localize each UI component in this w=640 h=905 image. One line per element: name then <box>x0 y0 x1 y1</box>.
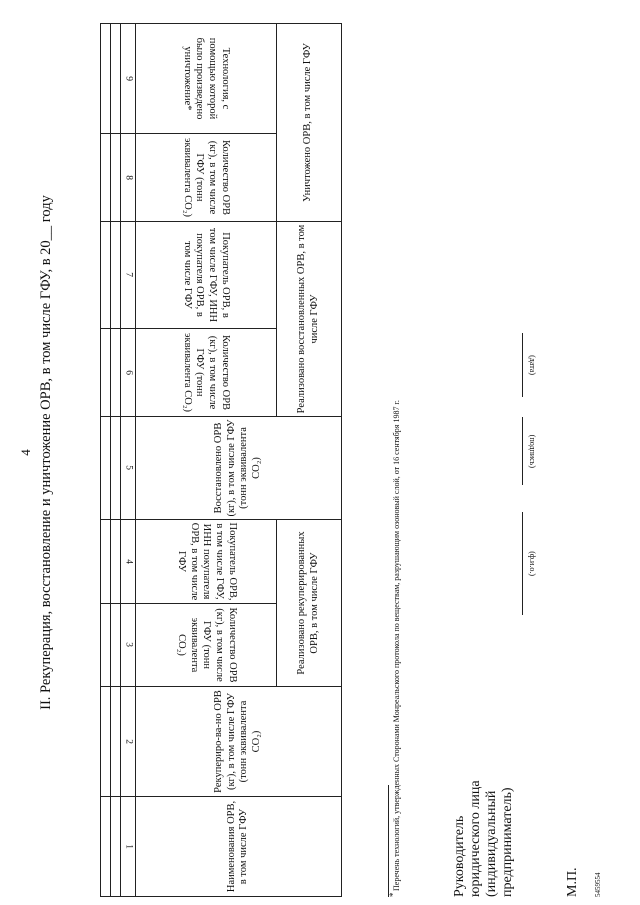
table-empty-row <box>111 24 121 897</box>
table-cell <box>111 24 121 134</box>
col-number-8: 8 <box>121 134 135 222</box>
table-cell <box>111 134 121 222</box>
col-number-2: 2 <box>121 687 135 797</box>
table-cell <box>101 222 111 329</box>
stamp-place: М.П. <box>565 867 580 897</box>
header-buyer-restored: Покупатель ОРВ, в том числе ГФУ, ИНН покупателя ОРВ, в том числе ГФУ <box>135 222 276 329</box>
recuperation-table <box>100 23 342 897</box>
footnote-separator <box>388 785 389 897</box>
table-cell <box>101 134 111 222</box>
header-group-destroyed: Уничтожено ОРВ, в том числе ГФУ <box>276 24 341 222</box>
table-cell <box>111 687 121 797</box>
col-number-1: 1 <box>121 797 135 897</box>
table-cell <box>101 417 111 520</box>
date-line <box>522 333 523 397</box>
header-buyer-recuperated: Покупатель ОРВ, в том числе ГФУ, ИНН покупателя ОРВ, в том числе ГФУ <box>135 520 276 604</box>
col-number-6: 6 <box>121 329 135 417</box>
header-technology: Технология, с помощью которой было произведено уничтожение* <box>135 24 276 134</box>
header-quantity-destroyed: Количество ОРВ (кг), в том числе ГФУ (тонн эквивалента СО₂) <box>135 134 276 222</box>
footnote-mark: * <box>388 892 398 897</box>
document-code: 5459554 <box>594 872 602 897</box>
table-cell <box>111 417 121 520</box>
header-recuperated: Рекупериро-ва-но ОРВ (кг), в том числе ГФУ (тонн эквивалента СО₂) <box>135 687 341 797</box>
fio-line <box>522 512 523 615</box>
signatory-line: предприниматель) <box>500 787 516 897</box>
table-cell <box>101 687 111 797</box>
table-cell <box>101 24 111 134</box>
column-number-row <box>121 24 135 897</box>
section-title: II. Рекуперация, восстановление и уничтожение ОРВ, в том числе ГФУ, в 20__ году <box>38 195 54 710</box>
table-cell <box>111 329 121 417</box>
header-group-sold-recuperated: Реализовано рекуперированных ОРВ, в том числе ГФУ <box>276 520 341 687</box>
header-quantity-restored: Количество ОРВ (кг), в том числе ГФУ (тонн эквивалента СО₂) <box>135 329 276 417</box>
header-group-sold-restored: Реализовано восстановленных ОРВ, в том числе ГФУ <box>276 222 341 417</box>
table-cell <box>101 604 111 687</box>
table-empty-row <box>101 24 111 897</box>
header-restored: Восстановлено ОРВ (кг), в том числе ГФУ (тонн эквивалента СО₂) <box>135 417 341 520</box>
table-cell <box>101 520 111 604</box>
table-cell <box>111 604 121 687</box>
table-cell <box>111 797 121 897</box>
fio-caption: (ф.и.о.) <box>528 551 537 576</box>
header-row-lower <box>135 24 276 897</box>
footnote-text: Перечень технологий, утвержденных Сторонами Монреальского протокола по веществам, разрушающим озоновый слой, от 16 сентября 1987 г. <box>392 400 401 891</box>
table-cell <box>111 222 121 329</box>
col-number-3: 3 <box>121 604 135 687</box>
signatory-line: (индивидуальный <box>484 790 500 897</box>
col-number-4: 4 <box>121 520 135 604</box>
table-cell <box>101 329 111 417</box>
signatory-block <box>452 727 516 897</box>
signatory-line: юридического лица <box>468 780 484 897</box>
page-number: 4 <box>18 449 33 456</box>
date-caption: (дата) <box>528 355 537 375</box>
col-number-5: 5 <box>121 417 135 520</box>
table-cell <box>101 797 111 897</box>
signature-line <box>522 417 523 485</box>
table-cell <box>111 520 121 604</box>
header-ods-names: Наименования ОРВ, в том числе ГФУ <box>135 797 341 897</box>
signature-caption: (подпись) <box>528 434 537 468</box>
header-quantity-recuperated: Количество ОРВ (кг), в том числе ГФУ (тонн эквивалента СО₂) <box>135 604 276 687</box>
signatory-line: Руководитель <box>452 815 467 897</box>
col-number-9: 9 <box>121 24 135 134</box>
col-number-7: 7 <box>121 222 135 329</box>
